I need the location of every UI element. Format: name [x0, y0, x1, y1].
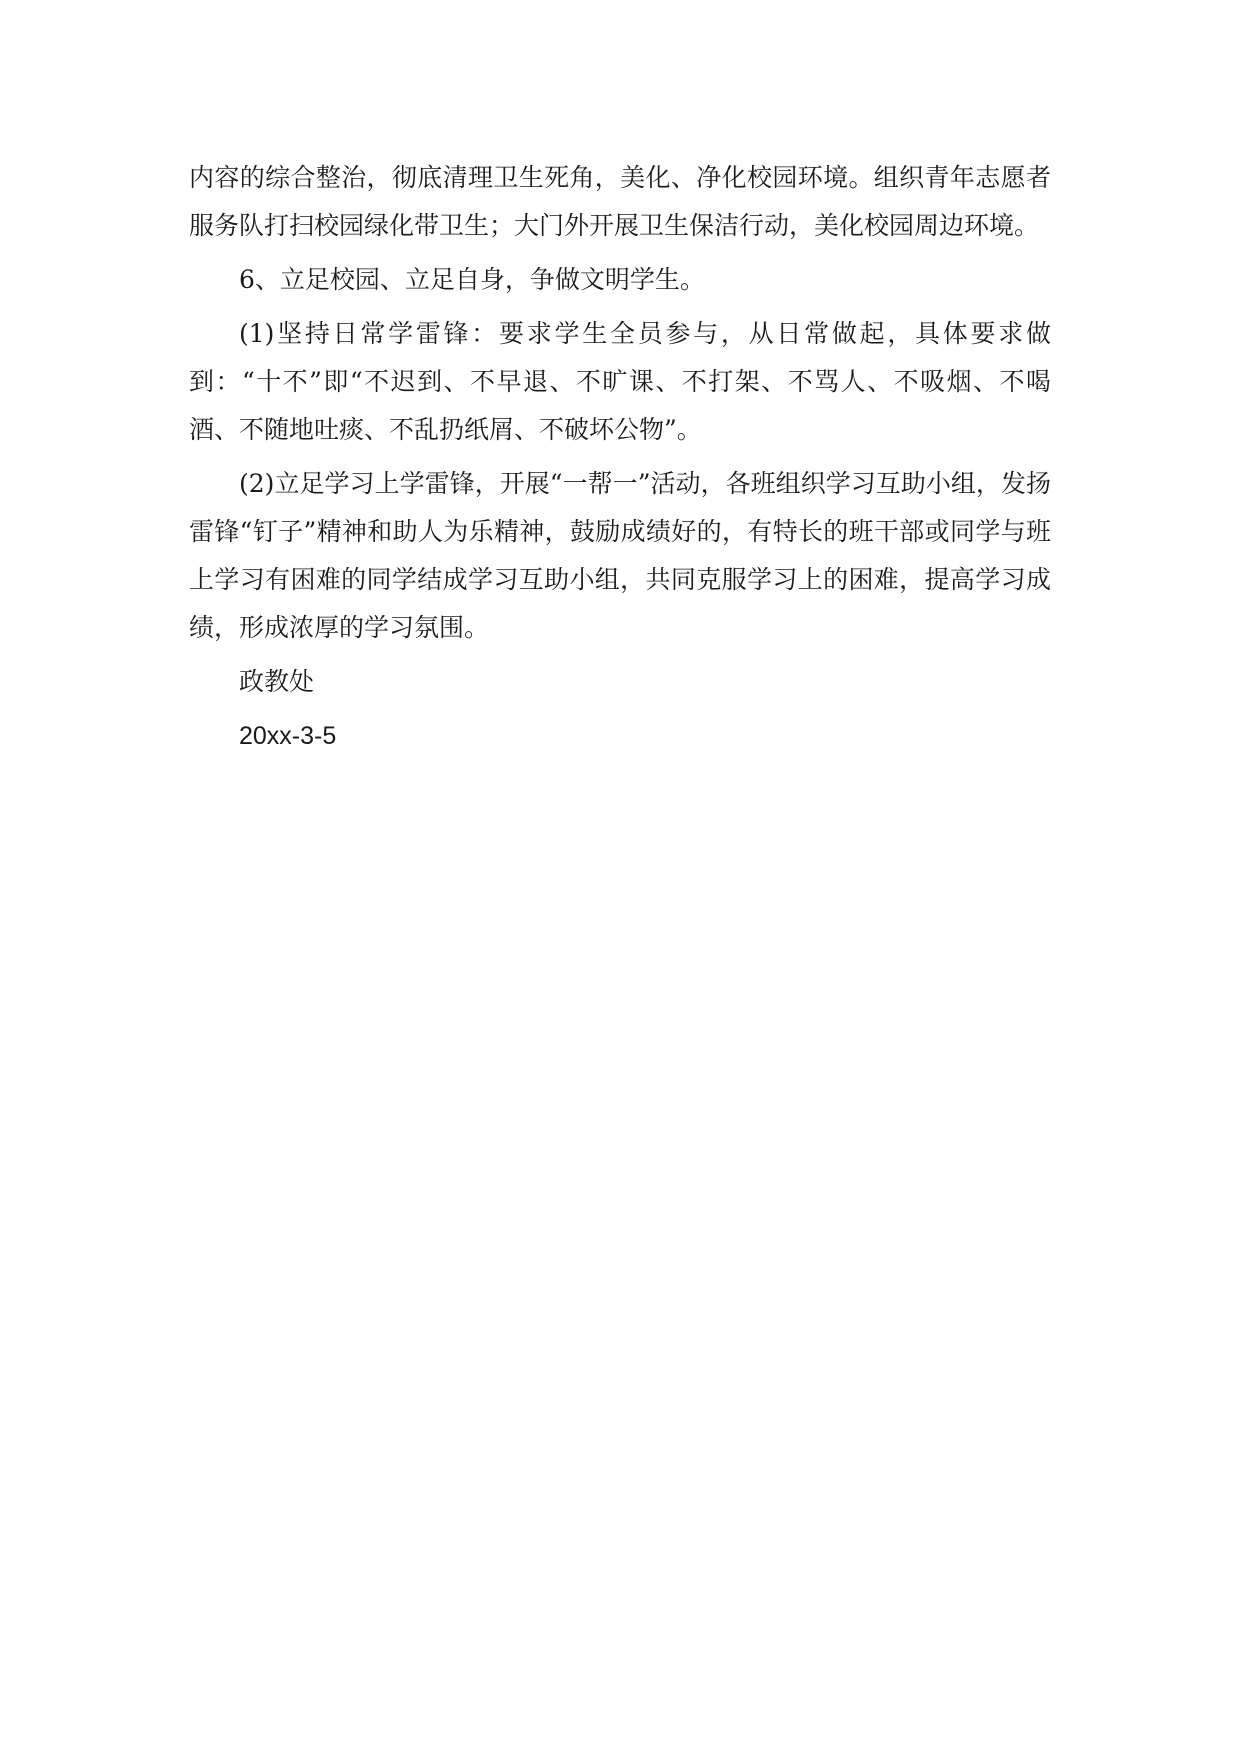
- document-body: [189, 154, 1051, 760]
- paragraph-item-6-1: (1)坚持日常学雷锋：要求学生全员参与，从日常做起，具体要求做到：“十不”即“不迟到、不早退、不旷课、不打架、不骂人、不吸烟、不喝酒、不随地吐痰、不乱扔纸屑、不破坏公物”。: [189, 319, 1051, 444]
- signature: 政教处: [239, 667, 315, 696]
- paragraph-item-6-2: (2)立足学习上学雷锋，开展“一帮一”活动，各班组织学习互助小组，发扬雷锋“钉子”精神和助人为乐精神，鼓励成绩好的，有特长的班干部或同学与班上学习有困难的同学结成学习互助小组，共同克服学习上的困难，提高学习成绩，形成浓厚的学习氛围。: [189, 469, 1051, 642]
- paragraph-item-6: 6、立足校园、立足自身，争做文明学生。: [239, 265, 705, 294]
- document-date: 20xx-3-5: [239, 722, 337, 750]
- paragraph-continuation: 内容的综合整治，彻底清理卫生死角，美化、净化校园环境。组织青年志愿者服务队打扫校园绿化带卫生；大门外开展卫生保洁行动，美化校园周边环境。: [189, 163, 1051, 240]
